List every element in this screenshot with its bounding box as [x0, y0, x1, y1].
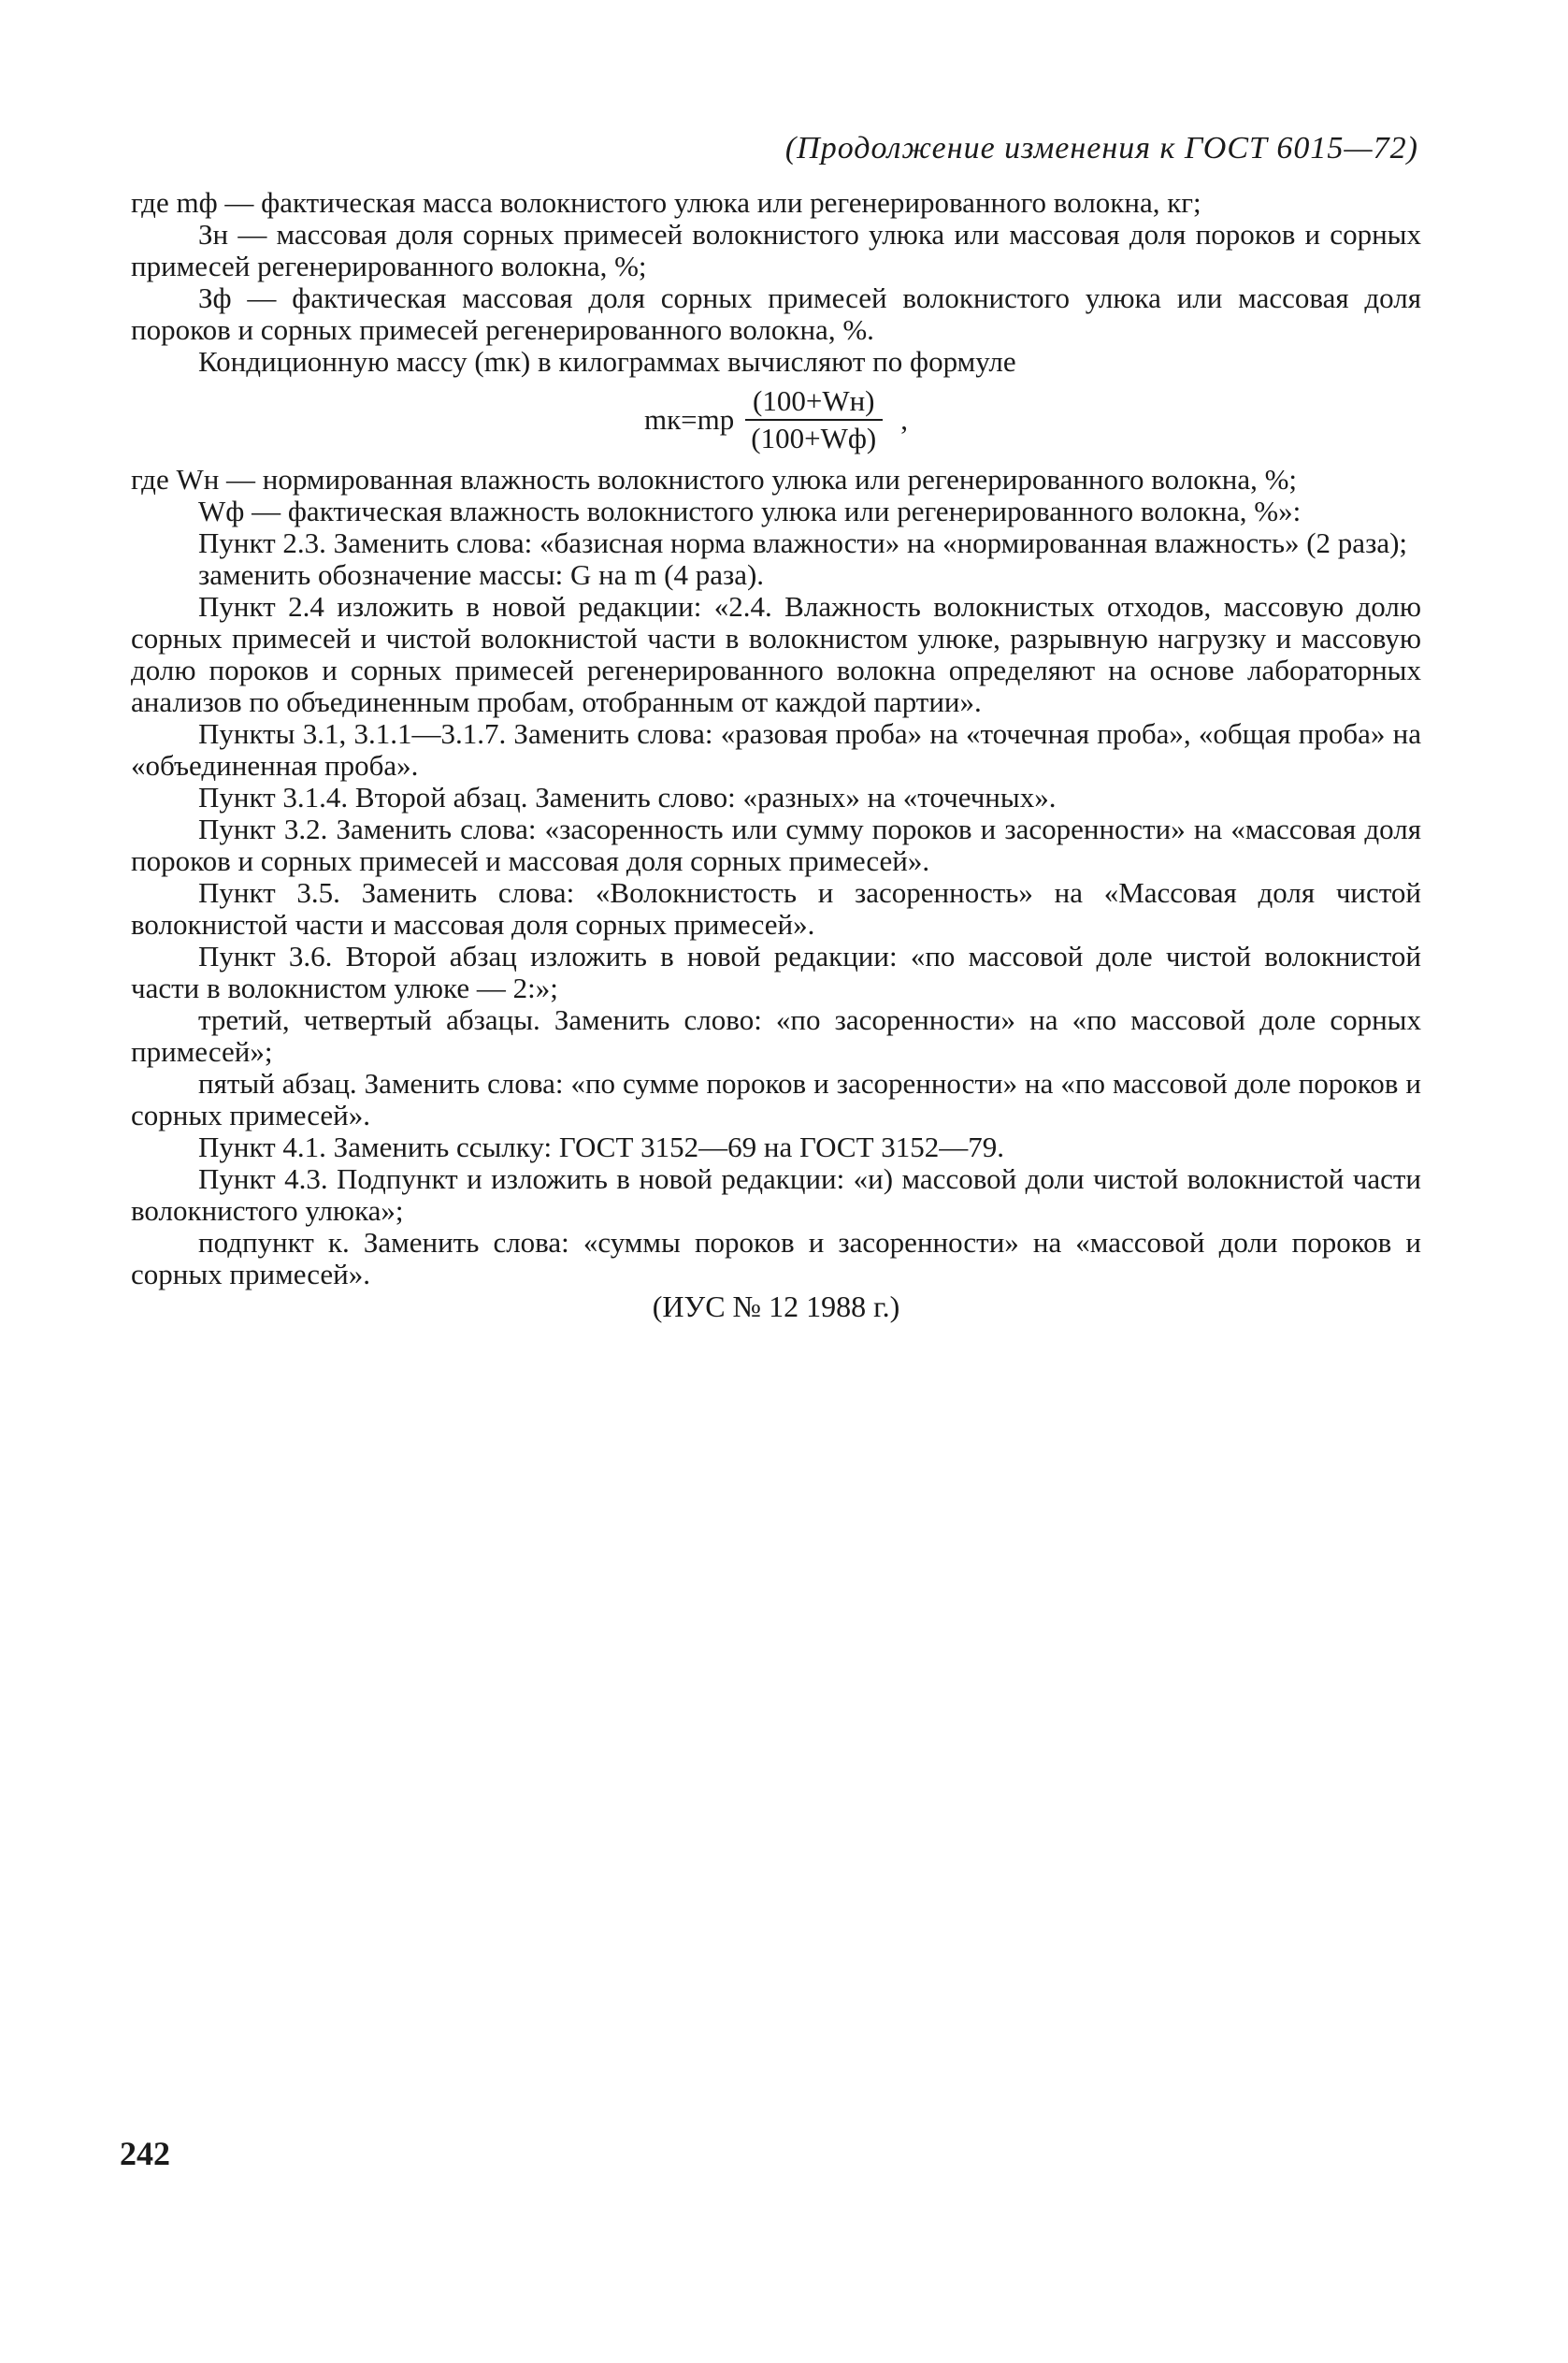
paragraph: подпункт к. Заменить слова: «суммы пороков и засоренности» на «массовой доли пороков и сорных примесей». [131, 1226, 1421, 1290]
definition-wn: где Wн — нормированная влажность волокнистого улюка или регенерированного волокна, %; [131, 463, 1298, 496]
formula-lhs: mк=mр [643, 403, 735, 436]
definition-zn: Зн — массовая доля сорных примесей волокнистого улюка или массовая доля пороков и сорных примесей регенерированного волокна, %; [131, 218, 1421, 282]
page-number: 242 [120, 2135, 170, 2172]
formula-trailing: , [900, 403, 908, 436]
formula-fraction [743, 385, 884, 454]
running-header: (Продолжение изменения к ГОСТ 6015—72) [784, 131, 1418, 166]
paragraph: Пункт 3.2. Заменить слова: «засоренность или сумму пороков и засоренности» на «массовая доля пороков и сорных примесей и массовая доля сорных примесей». [131, 813, 1421, 877]
formula [131, 385, 1421, 454]
paragraph: Пункт 4.1. Заменить ссылку: ГОСТ 3152—69 на ГОСТ 3152—79. [198, 1131, 1005, 1163]
formula-numerator: (100+Wн) [745, 385, 882, 421]
definition-wf: Wф — фактическая влажность волокнистого улюка или регенерированного волокна, %»: [198, 495, 1302, 527]
paragraph: третий, четвертый абзацы. Заменить слово: «по засоренности» на «по массовой доле сорных примесей»; [131, 1003, 1421, 1068]
definition-zf: Зф — фактическая массовая доля сорных примесей волокнистого улюка или массовая доля пороков и сорных примесей регенерированного волокна, %. [131, 281, 1421, 346]
paragraph: Пункт 2.3. Заменить слова: «базисная норма влажности» на «нормированная влажность» (2 раза); [198, 526, 1408, 559]
document-body [131, 187, 1421, 1322]
paragraph: Пункт 4.3. Подпункт и изложить в новой редакции: «и) массовой доли чистой волокнистой части волокнистого улюка»; [131, 1162, 1421, 1227]
ius-reference: (ИУС № 12 1988 г.) [652, 1290, 900, 1323]
paragraph: пятый абзац. Заменить слова: «по сумме пороков и засоренности» на «по массовой доле пороков и сорных примесей». [131, 1067, 1421, 1131]
paragraph: Пункт 3.5. Заменить слова: «Волокнистость и засоренность» на «Массовая доля чистой волокнистой части и массовая доля сорных примесей». [131, 876, 1421, 941]
paragraph: Пункт 3.6. Второй абзац изложить в новой редакции: «по массовой доле чистой волокнистой части в волокнистом улюке — 2:»; [131, 940, 1421, 1004]
paragraph: заменить обозначение массы: G на m (4 раза). [198, 558, 765, 591]
formula-intro: Кондиционную массу (mк) в килограммах вычисляют по формуле [198, 345, 1016, 378]
definition-mf: где mф — фактическая масса волокнистого улюка или регенерированного волокна, кг; [131, 186, 1201, 219]
paragraph: Пункт 3.1.4. Второй абзац. Заменить слово: «разных» на «точечных». [198, 781, 1057, 814]
formula-denominator: (100+Wф) [751, 422, 877, 454]
paragraph: Пункт 2.4 изложить в новой редакции: «2.4. Влажность волокнистых отходов, массовую долю сорных примесей и чистой волокнистой части в волокнистом улюке, разрывную нагрузку и массовую долю пороков и сорных примесей регенерированного волокна определяют на основе лабораторных анализов по объединенным пробам, отобранным от каждой партии». [131, 590, 1421, 718]
paragraph: Пункты 3.1, 3.1.1—3.1.7. Заменить слова: «разовая проба» на «точечная проба», «общая проба» на «объединенная проба». [131, 717, 1421, 782]
